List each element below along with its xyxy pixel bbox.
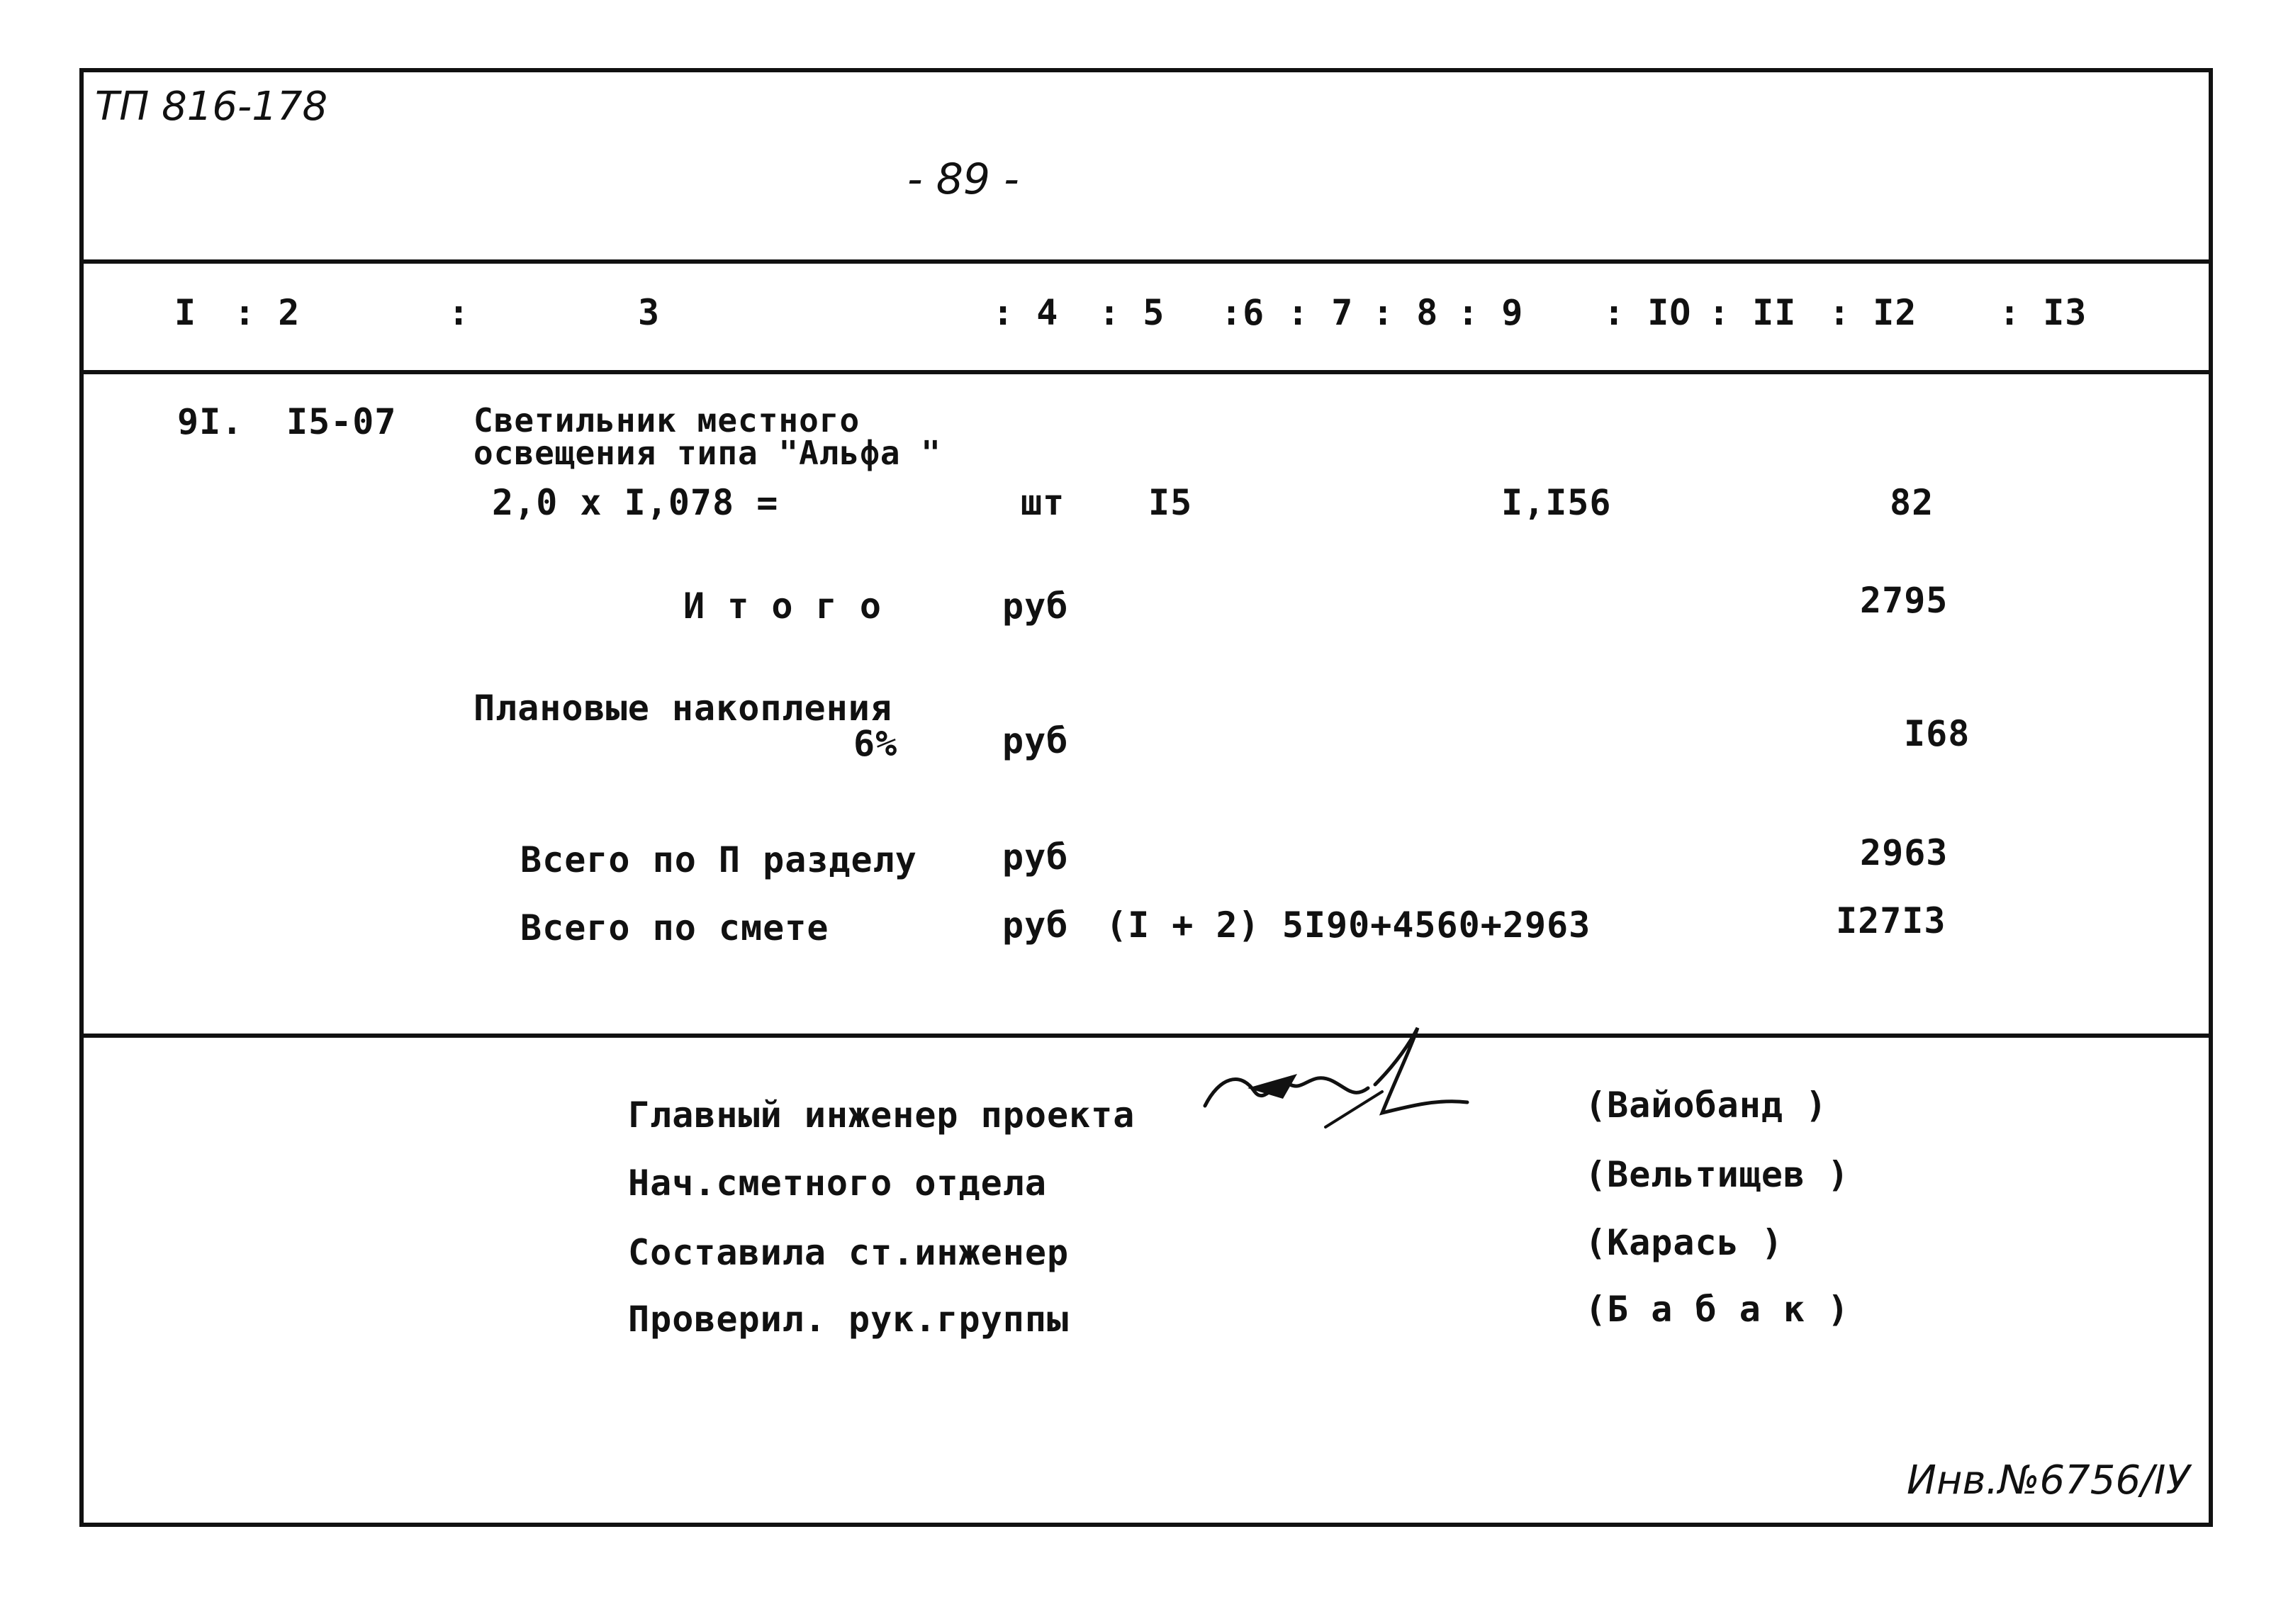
column-number-8: : 8 <box>1372 292 1439 333</box>
itogo-label: И т о г о <box>683 586 882 627</box>
column-number-11: : II <box>1708 292 1797 333</box>
section-total-label: Всего по П разделу <box>520 839 917 880</box>
column-number-7: : 7 <box>1287 292 1354 333</box>
planned-percent: 6% <box>853 723 898 764</box>
estimate-total-unit: руб <box>1002 905 1069 946</box>
row-quantity: I5 <box>1148 482 1193 523</box>
itogo-value: 2795 <box>1860 580 1949 621</box>
row-code: I5-07 <box>286 401 397 442</box>
column-number-6: :6 <box>1221 292 1265 333</box>
estimate-total-value: I27I3 <box>1836 900 1946 941</box>
column-number-3: 3 <box>638 292 661 333</box>
signature-role-estimate-head: Нач.сметного отдела <box>628 1163 1047 1204</box>
signature-role-checker: Проверил. рук.группы <box>628 1299 1070 1340</box>
signature-role-compiler: Составила ст.инженер <box>628 1232 1070 1273</box>
signature-name-compiler: (Карась ) <box>1585 1222 1783 1263</box>
estimate-total-formula: (I + 2) 5I90+4560+2963 <box>1106 905 1591 946</box>
signature-name-chief-engineer: (Вайобанд ) <box>1585 1085 1828 1126</box>
row-unit: шт <box>1021 482 1065 523</box>
planned-label: Плановые накопления <box>473 688 892 729</box>
row-number: 9I. <box>177 401 244 442</box>
itogo-unit: руб <box>1002 586 1069 627</box>
signature-divider <box>79 1034 2213 1038</box>
section-total-unit: руб <box>1002 836 1069 878</box>
signature-name-estimate-head: (Вельтищев ) <box>1585 1154 1850 1195</box>
column-number-13: : I3 <box>1999 292 2087 333</box>
estimate-total-label: Всего по смете <box>520 907 829 948</box>
column-header-divider <box>79 370 2213 374</box>
row-description-line-2: освещения типа "Альфа " <box>473 434 941 472</box>
planned-value: I68 <box>1904 713 1970 754</box>
column-number-9: : 9 <box>1457 292 1524 333</box>
header-divider <box>79 259 2213 264</box>
column-number-1: I <box>174 292 197 333</box>
row-amount: 82 <box>1890 482 1934 523</box>
row-description-line-1: Светильник местного <box>473 401 860 439</box>
column-number-2: : 2 <box>234 292 301 333</box>
column-number-4: : 4 <box>992 292 1059 333</box>
column-number-12: : I2 <box>1829 292 1917 333</box>
signature-name-checker: (Б а б а к ) <box>1585 1289 1850 1330</box>
row-coefficient: I,I56 <box>1501 482 1612 523</box>
signature-role-chief-engineer: Главный инженер проекта <box>628 1094 1136 1136</box>
document-code: ТП 816-178 <box>95 84 328 130</box>
inventory-number: Инв.№6756/IУ <box>1907 1457 2190 1503</box>
column-number-5: : 5 <box>1099 292 1165 333</box>
page-frame <box>79 68 2213 1527</box>
planned-unit: руб <box>1002 720 1069 761</box>
page-number: - 89 - <box>907 155 1019 204</box>
column-separator-3: : <box>448 292 471 333</box>
row-formula: 2,0 x I,078 = <box>492 482 779 523</box>
section-total-value: 2963 <box>1860 832 1949 873</box>
column-number-10: : IO <box>1603 292 1692 333</box>
handwritten-signature <box>1198 1021 1481 1148</box>
